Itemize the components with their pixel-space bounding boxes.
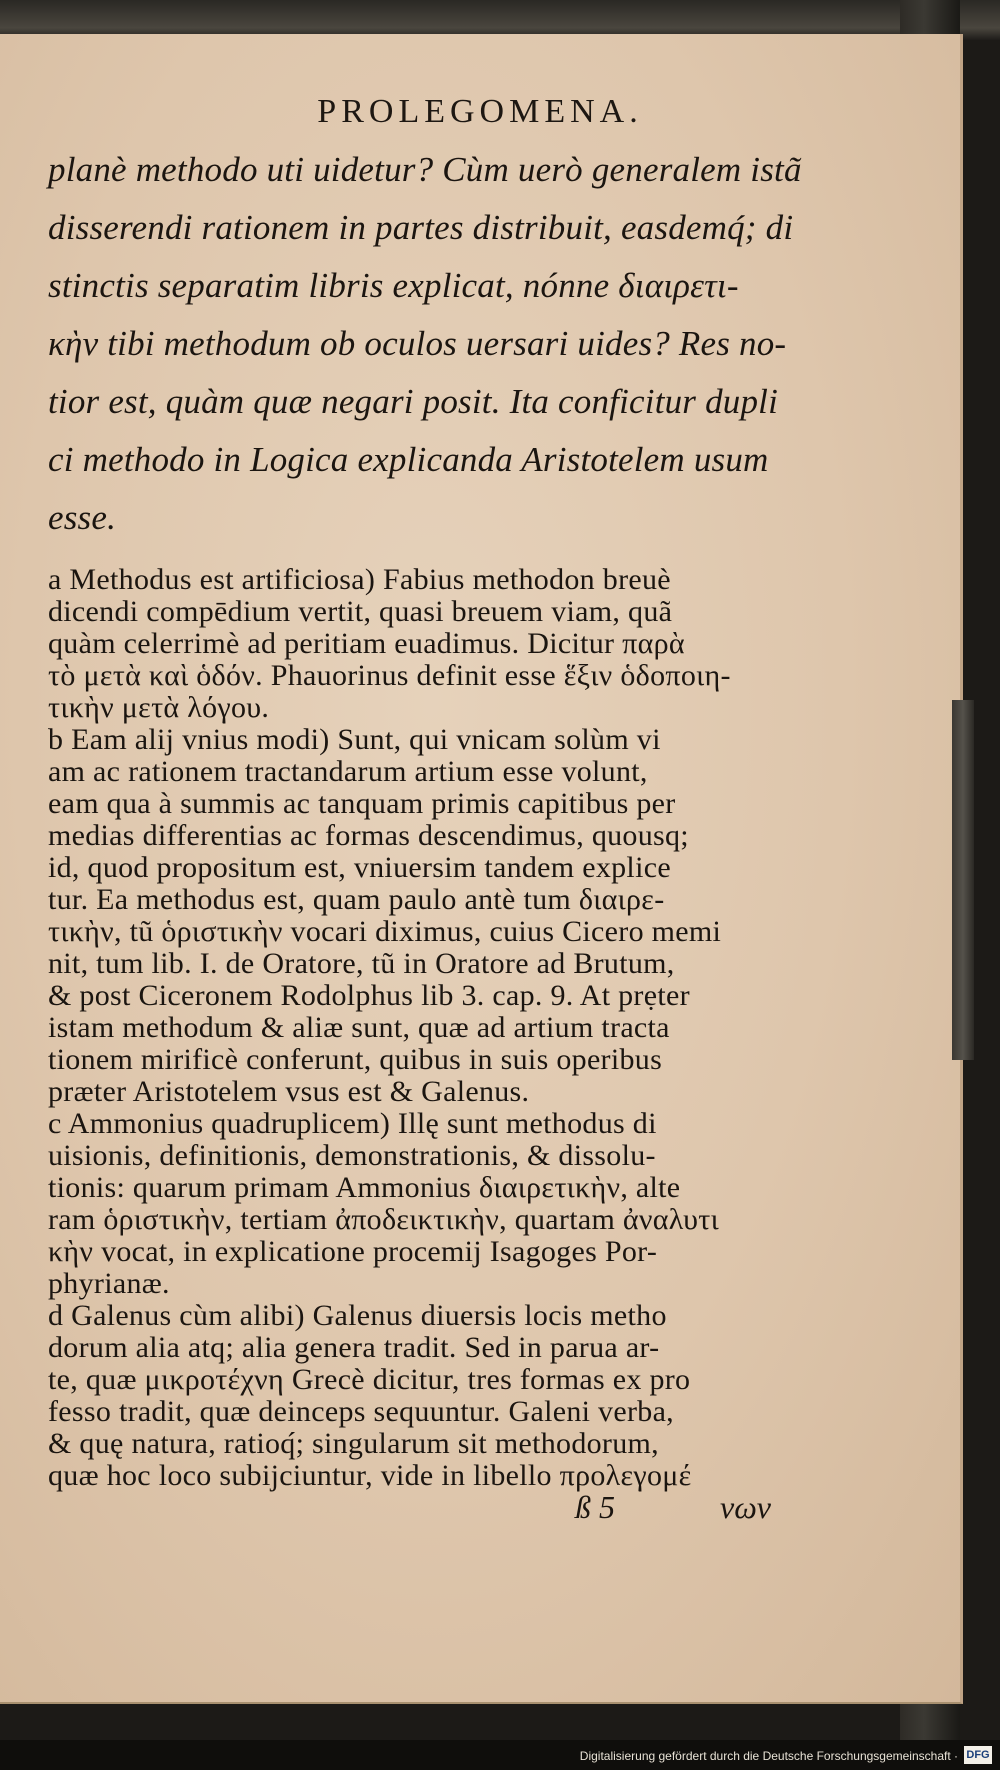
note-line: quàm celerrimè ad peritiam euadimus. Dicitur παρὰ xyxy=(48,627,685,660)
note-line: dorum alia atq; alia genera tradit. Sed in parua ar- xyxy=(48,1331,660,1364)
body-line: tior est, quàm quæ negari posit. Ita conficitur dupli xyxy=(48,382,779,421)
note-line: b Eam alij vnius modi) Sunt, qui vnicam solùm vi xyxy=(48,723,661,756)
body-line: planè methodo uti uidetur? Cùm uerò generalem istã xyxy=(48,150,802,189)
note-line: istam methodum & aliæ sunt, quæ ad artium tracta xyxy=(48,1011,670,1044)
note-line: am ac rationem tractandarum artium esse volunt, xyxy=(48,755,648,788)
note-line: præter Aristotelem vsus est & Galenus. xyxy=(48,1075,530,1108)
body-line: esse. xyxy=(48,498,117,537)
bookmark-ribbon xyxy=(952,700,974,1060)
note-line: ram ὁριστικὴν, tertiam ἀποδεικτικὴν, quartam ἀναλυτι xyxy=(48,1203,719,1236)
note-line: eam qua à summis ac tanquam primis capitibus per xyxy=(48,787,676,820)
body-line: ci methodo in Logica explicanda Aristotelem usum xyxy=(48,440,769,479)
note-line: nit, tum lib. I. de Oratore, tũ in Oratore ad Brutum, xyxy=(48,947,675,980)
note-line: quæ hoc loco subijciuntur, vide in libello προλεγομέ xyxy=(48,1459,692,1492)
note-line: τικὴν, tũ ὁριστικὴν vocari diximus, cuius Cicero memi xyxy=(48,915,722,948)
note-line: tionis: quarum primam Ammonius διαιρετικὴν, alte xyxy=(48,1171,681,1204)
note-line: medias differentias ac formas descendimus, quousq; xyxy=(48,819,689,852)
funding-credit: Digitalisierung gefördert durch die Deutsche Forschungsgemeinschaft · xyxy=(579,1749,958,1763)
note-line: & quę natura, ratioq́; singularum sit methodorum, xyxy=(48,1427,659,1460)
note-line: uisionis, definitionis, demonstrationis, & dissolu- xyxy=(48,1139,656,1172)
note-line: τικὴν μετὰ λόγου. xyxy=(48,691,270,724)
signature-mark: ß 5 xyxy=(575,1489,615,1525)
note-line: & post Ciceronem Rodolphus lib 3. cap. 9. At prẹter xyxy=(48,979,690,1012)
note-line: dicendi compēdium vertit, quasi breuem viam, quã xyxy=(48,595,673,628)
running-title: PROLEGOMENA. xyxy=(317,93,643,130)
body-line: stinctis separatim libris explicat, nónne διαιρετι- xyxy=(48,266,739,305)
note-line: te, quæ μικροτέχνη Grecè dicitur, tres formas ex pro xyxy=(48,1363,691,1396)
dfg-logo: DFG xyxy=(964,1746,992,1764)
note-line: a Methodus est artificiosa) Fabius methodon breuè xyxy=(48,563,671,596)
body-line: κὴν tibi methodum ob oculos uersari uides? Res no- xyxy=(48,324,787,363)
note-line: tionem mirificè conferunt, quibus in suis operibus xyxy=(48,1043,663,1076)
note-line: τὸ μετὰ καὶ ὁδόν. Phauorinus definit esse ἕξιν ὁδοποιη- xyxy=(48,659,731,692)
note-line: fesso tradit, quæ deinceps sequuntur. Galeni verba, xyxy=(48,1395,674,1428)
note-line: κὴν vocat, in explicatione procemij Isagoges Por- xyxy=(48,1235,658,1268)
note-line: d Galenus cùm alibi) Galenus diuersis locis metho xyxy=(48,1299,667,1332)
catchword: νων xyxy=(720,1489,771,1525)
note-line: id, quod propositum est, vniuersim tandem explice xyxy=(48,851,671,884)
body-line: disserendi rationem in partes distribuit, easdemq́; di xyxy=(48,208,794,247)
note-line: tur. Ea methodus est, quam paulo antè tum διαιρε- xyxy=(48,883,665,916)
note-line: c Ammonius quadruplicem) Illę sunt methodus di xyxy=(48,1107,657,1140)
note-line: phyrianæ. xyxy=(48,1267,170,1300)
